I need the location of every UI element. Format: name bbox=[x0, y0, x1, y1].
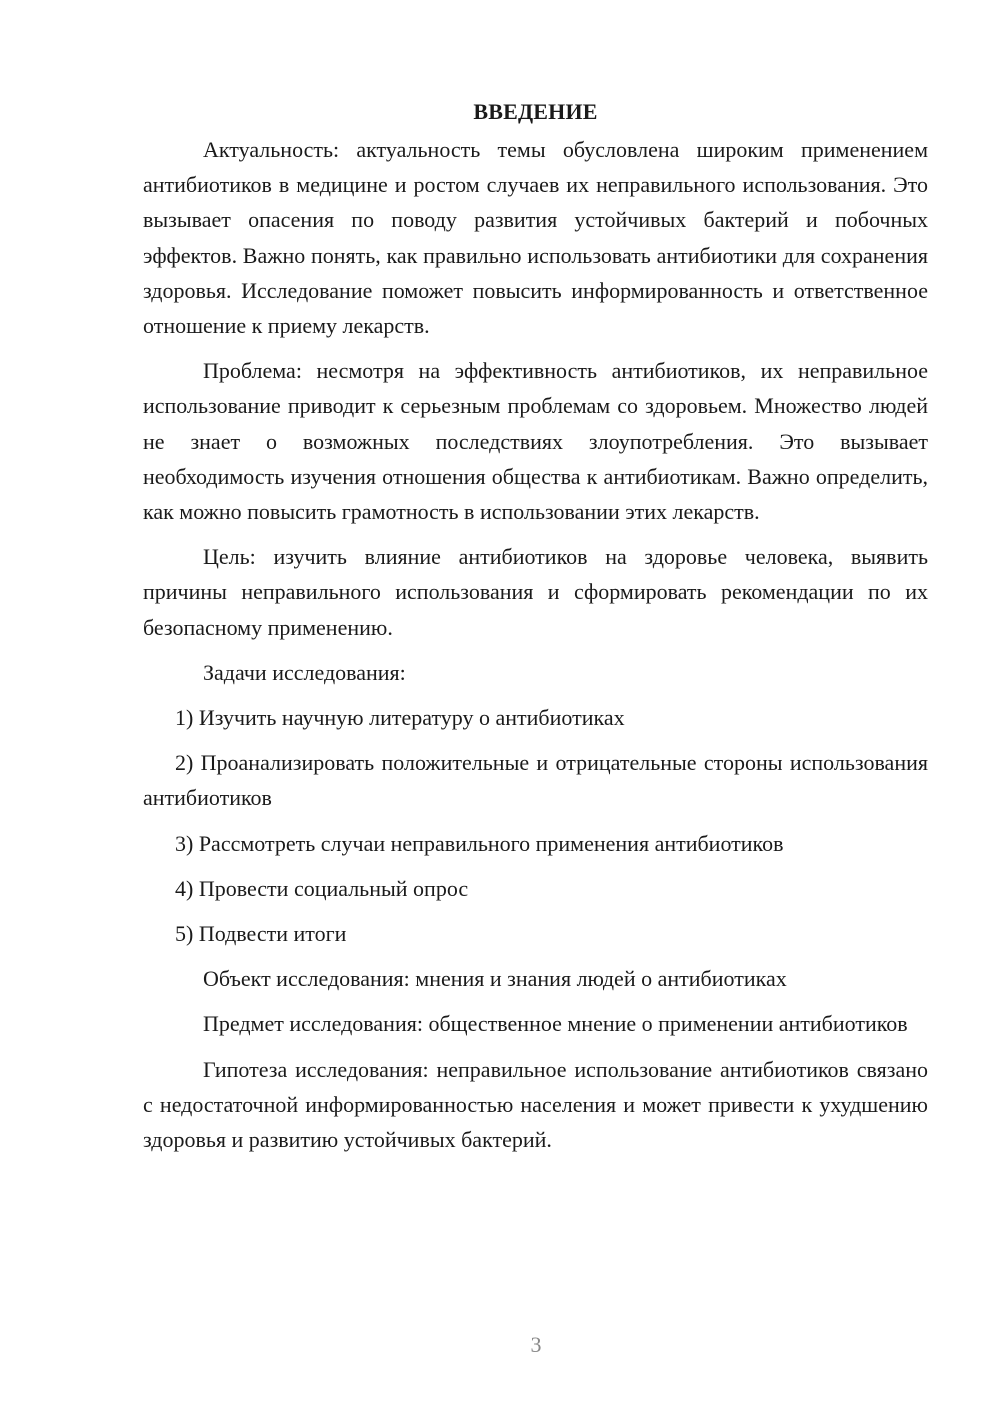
hypothesis-paragraph: Гипотеза исследования: неправильное использование антибиотиков связано с недостаточной информированностью населения и может привести к ухудшению здоровья и развитию устойчивых бактерий. bbox=[143, 1056, 928, 1153]
task-item: 4) Провести социальный опрос bbox=[175, 875, 469, 901]
section-title: ВВЕДЕНИЕ bbox=[473, 99, 598, 124]
subject-paragraph: Предмет исследования: общественное мнение о применении антибиотиков bbox=[203, 1011, 908, 1037]
task-item: 2) Проанализировать положительные и отрицательные стороны использования антибиотиков bbox=[143, 750, 928, 811]
problem-paragraph: Проблема: несмотря на эффективность антибиотиков, их неправильное использование приводит к серьезным проблемам со здоровьем. Множество людей не знает о возможных последствиях злоупотребления. Это вызывает необходимость изучения отношения общества к антибиотикам. Важно определить, как можно повысить грамотность в использовании этих лекарств. bbox=[143, 358, 928, 525]
task-item: 5) Подвести итоги bbox=[175, 921, 347, 947]
object-paragraph: Объект исследования: мнения и знания людей о антибиотиках bbox=[203, 966, 787, 992]
page-content bbox=[143, 94, 928, 1167]
relevance-paragraph: Актуальность: актуальность темы обусловлена широким применением антибиотиков в медицине и ростом случаев их неправильного использования. Это вызывает опасения по поводу развития устойчивых бактерий и побочных эффектов. Важно понять, как правильно использовать антибиотики для сохранения здоровья. Исследование поможет повысить информированность и ответственное отношение к приему лекарств. bbox=[143, 137, 928, 339]
tasks-list bbox=[143, 700, 928, 951]
task-item: 3) Рассмотреть случаи неправильного применения антибиотиков bbox=[175, 830, 784, 856]
page-number: 3 bbox=[530, 1332, 542, 1357]
tasks-heading: Задачи исследования: bbox=[203, 659, 406, 685]
goal-paragraph: Цель: изучить влияние антибиотиков на здоровье человека, выявить причины неправильного использования и сформировать рекомендации по их безопасному применению. bbox=[143, 544, 928, 640]
task-item: 1) Изучить научную литературу о антибиотиках bbox=[175, 705, 625, 731]
